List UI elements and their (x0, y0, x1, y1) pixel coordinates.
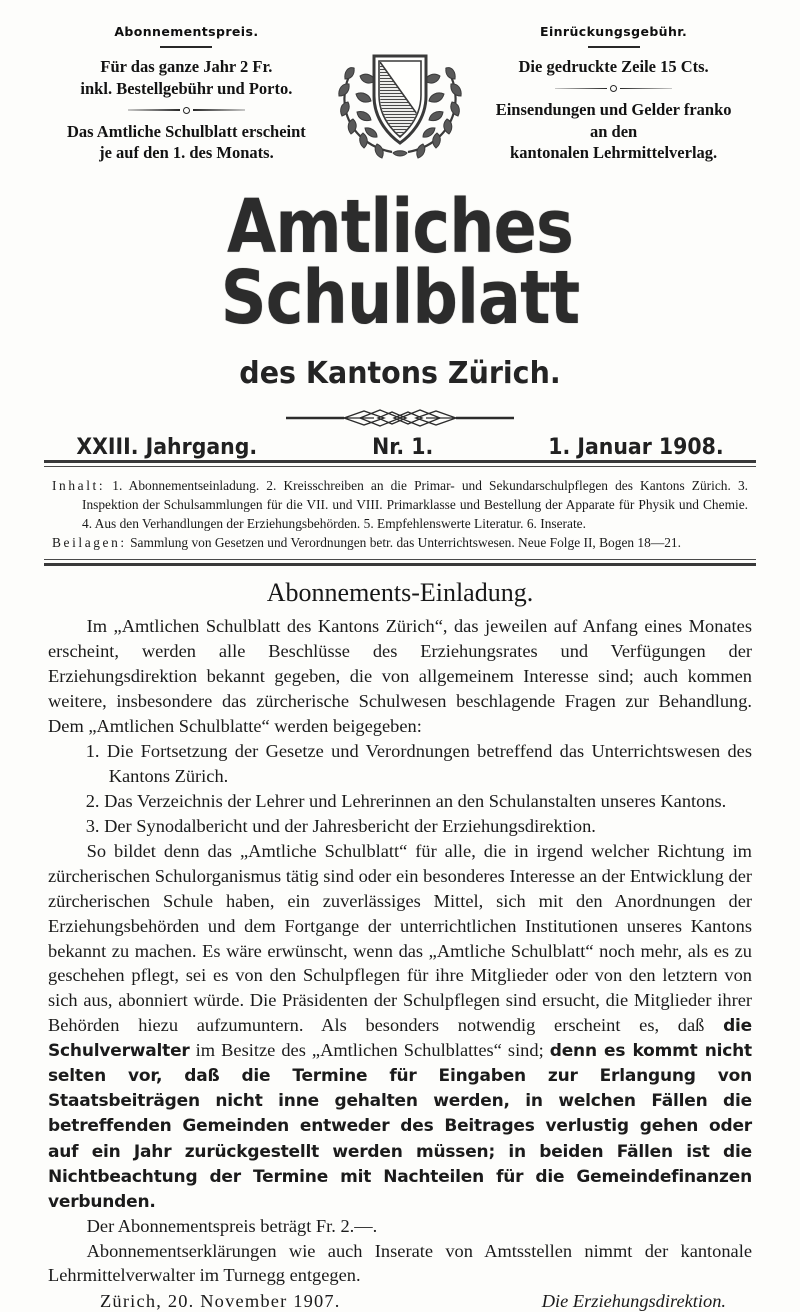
ornament-dot-icon (610, 85, 617, 92)
zurich-coat-of-arms-icon (329, 24, 471, 166)
subscription-price-heading: Abonnementspreis. (114, 24, 259, 39)
list-item: 1. Die Fortsetzung der Gesetze und Verordnungen betreffend das Unterrichtswesen des Kantons Zürich. (85, 741, 752, 786)
issue-line (28, 429, 772, 460)
article-title: Abonnements-Einladung. (266, 578, 534, 608)
publication-frequency-line-2: je auf den 1. des Monats. (99, 143, 274, 163)
signature-department: Die Erziehungsdirektion. (541, 1291, 726, 1312)
issue-date: 1. Januar 1908. (548, 435, 724, 461)
masthead-right-column (471, 24, 756, 164)
masthead-left-column (44, 24, 329, 164)
contents-beilagen-label: Beilagen: (52, 535, 127, 551)
submission-line-1: Einsendungen und Gelder franko (495, 99, 732, 119)
masthead (0, 0, 800, 166)
contents-inhalt-label: Inhalt: (52, 478, 106, 494)
emphasis-deadline-warning: denn es kommt nicht selten vor, daß die Termine für Eingaben zur Erlangung von Staatsbeiträgen nicht inne gehalten werden, in welchen Fällen die betreffenden Gemeinden entweder des Beitrages verlustig gehen oder auf ein Jahr zurückgestellt werden müssen; in beiden Fällen ist die Nichtbeachtung der Termine mit Nachteilen für die Gemeindefinanzen verbunden. (48, 1041, 752, 1212)
signature-place-date: Zürich, 20. November 1907. (100, 1291, 341, 1312)
subscription-price-line-1: Für das ganze Jahr 2 Fr. (100, 57, 273, 76)
ornament-bar-left (555, 88, 607, 90)
contents-top-rule (0, 460, 800, 467)
article-item-list (48, 739, 752, 839)
issue-number: Nr. 1. (372, 435, 434, 461)
subscription-price-line-2: inkl. Bestellgebühr und Porto. (80, 78, 293, 98)
list-item: 3. Der Synodalbericht und der Jahresbericht der Erziehungsdirektion. (85, 815, 596, 836)
article-paragraph-1: Im „Amtlichen Schulblatt des Kantons Zürich“, das jeweilen auf Anfang eines Monates erscheint, werden alle Beschlüsse des Erziehungsrates und Verfügungen der Erziehungsdirektion bekannt gegeben, die von allgemeinem Interesse sind; auch kommen weitere, insbesondere das zürcherische Schulwesen beschlagende Fragen zur Behandlung. Dem „Amtlichen Schulblatte“ werden beigegeben: (48, 616, 752, 737)
contents-beilagen-line (52, 533, 748, 552)
short-rule-divider (160, 46, 212, 48)
table-of-contents (0, 467, 800, 559)
insertion-fee-heading: Einrückungsgebühr. (540, 24, 688, 39)
article-paragraph-2 (48, 839, 752, 1214)
article-signature (0, 1288, 800, 1312)
insertion-fee-line-1: Die gedruckte Zeile 15 Cts. (518, 57, 709, 76)
ornament-bar-left (128, 109, 180, 111)
paragraph-2-middle: im Besitze des „Amtlichen Schulblattes“ sind; (189, 1040, 550, 1061)
publication-subtitle: des Kantons Zürich. (239, 356, 561, 392)
contents-inhalt-text: 1. Abonnementseinladung. 2. Kreisschreiben an die Primar- und Sekundarschulpflegen des Kantons Zürich. 3. Inspektion der Schulsammlungen für die VII. und VIII. Primarklasse und Bestellung der Apparate für Physik und Chemie. 4. Aus den Verhandlungen der Erziehungsbehörden. 5. Empfehlenswerte Literatur. 6. Inserate. (82, 478, 748, 532)
diamond-chain-ornament-icon (282, 407, 518, 429)
article-paragraph-3: Der Abonnementspreis beträgt Fr. 2.—. (86, 1215, 378, 1236)
submission-line-3: kantonalen Lehrmittelverlag. (510, 143, 718, 163)
article-body (0, 614, 800, 1288)
publication-frequency-line-1: Das Amtliche Schulblatt erscheint (67, 121, 306, 141)
ornament-bar-right (193, 109, 245, 111)
submission-line-2: an den (589, 121, 638, 141)
ornament-dot-icon (183, 107, 190, 114)
emphasis-schulverwalter: die Schulverwalter (48, 1016, 752, 1062)
list-item: 2. Das Verzeichnis der Lehrer und Lehrerinnen an den Schulanstalten unseres Kantons. (85, 790, 727, 811)
article-paragraph-4: Abonnementserklärungen wie auch Inserate von Amtsstellen nimmt der kantonale Lehrmittelverwalter im Turnegg entgegen. (48, 1240, 752, 1286)
dot-ornament-divider-right (534, 85, 694, 92)
volume-label: XXIII. Jahrgang. (76, 435, 258, 461)
contents-inhalt-line (52, 476, 748, 533)
publication-title: Amtliches Schulblatt (220, 184, 580, 342)
contents-bottom-rule (0, 559, 800, 566)
short-rule-divider-right (588, 46, 640, 48)
dot-ornament-divider (106, 107, 266, 114)
contents-beilagen-text: Sammlung von Gesetzen und Verordnungen betr. das Unterrichtswesen. Neue Folge II, Bogen 18—21. (126, 535, 681, 551)
ornament-bar-right (620, 88, 672, 90)
paragraph-2-lead: So bildet denn das „Amtliche Schulblatt“ für alle, die in irgend welcher Richtung im zürcherischen Schulorganismus tätig sind oder ein besonderes Interesse an der Entwicklung der zürcherischen Schule haben, ein zuverlässiges Mittel, sich mit den Anordnungen der Erziehungsbehörden und dem Fortgange der unterrichtlichen Institutionen unseres Kantons bekannt zu machen. Es wäre erwünscht, wenn das „Amtliche Schulblatt“ noch mehr, als es zu geschehen pflegt, sei es von den Schulpflegen für ihre Mitglieder oder von den letztern von sich aus, abonniert würde. Die Präsidenten der Schulpflegen sind ersucht, die Mitglieder ihrer Behörden hiezu aufzumuntern. Als besonders notwendig erscheint es, daß (48, 840, 752, 1036)
